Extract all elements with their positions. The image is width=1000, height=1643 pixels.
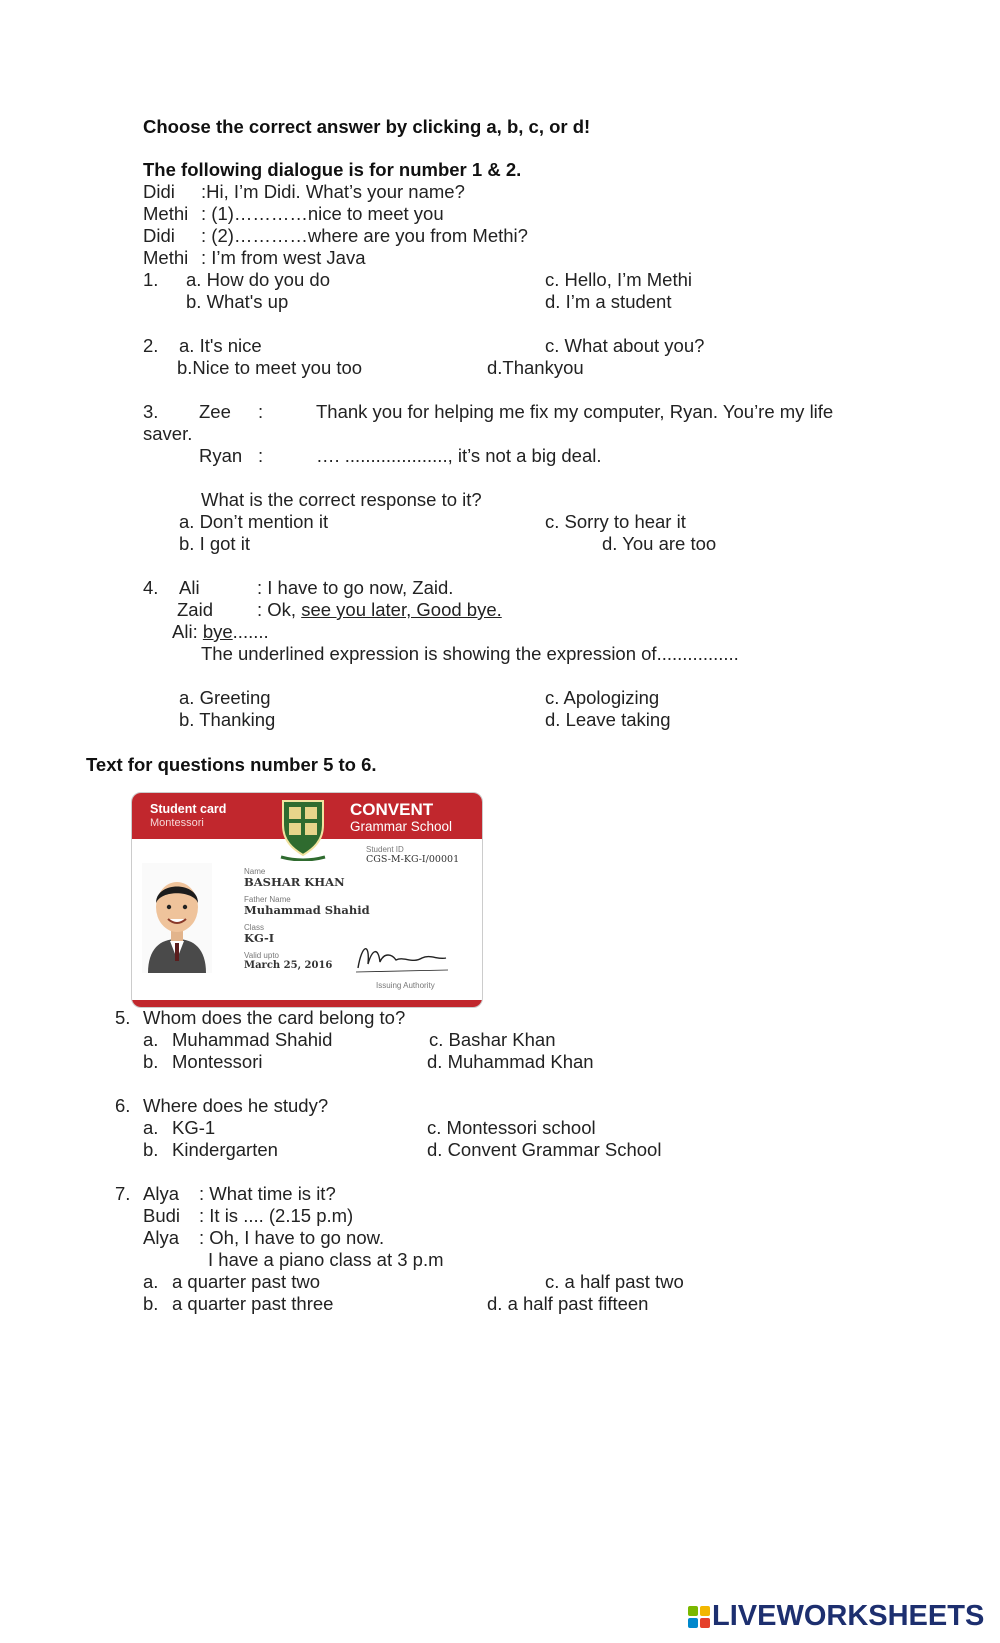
dialogue-text: ....... [232, 621, 269, 642]
q3-option-c[interactable]: c. Sorry to hear it [545, 511, 686, 532]
question-number: 3. [143, 401, 159, 422]
q7-option-a-letter[interactable]: a. [143, 1271, 159, 1292]
question-text: The underlined expression is showing the expression of................ [201, 643, 739, 664]
dialogue-line: : I’m from west Java [201, 247, 366, 268]
q1-option-a[interactable]: a. How do you do [186, 269, 330, 290]
speaker-label: Alya [143, 1227, 179, 1248]
q1-option-b[interactable]: b. What's up [186, 291, 289, 312]
dialogue-line [172, 621, 269, 643]
dialogue-line-continued: I have a piano class at 3 p.m [208, 1249, 444, 1270]
colon: : [258, 401, 264, 422]
section-heading: Text for questions number 5 to 6. [86, 754, 377, 775]
question-text: Whom does the card belong to? [143, 1007, 406, 1028]
q6-option-d[interactable]: d. Convent Grammar School [427, 1139, 662, 1160]
speaker-label: Ali [172, 621, 193, 642]
dialogue-text: : [192, 621, 203, 642]
q6-option-c[interactable]: c. Montessori school [427, 1117, 596, 1138]
q4-option-d[interactable]: d. Leave taking [545, 709, 671, 730]
dialogue-text: : Ok, [257, 599, 302, 620]
dialogue-line: : I have to go now, Zaid. [257, 577, 454, 598]
card-footer [132, 1000, 482, 1007]
dialogue-heading: The following dialogue is for number 1 & 2. [143, 159, 522, 180]
speaker-label: Zaid [177, 599, 213, 620]
card-title: Student card [150, 802, 227, 816]
card-subtitle: Montessori [150, 817, 204, 829]
instruction: Choose the correct answer by clicking a, b, c, or d! [143, 116, 591, 137]
dialogue-line: Thank you for helping me fix my computer, Ryan. You’re my life [316, 401, 834, 422]
q2-option-b[interactable]: b.Nice to meet you too [177, 357, 363, 378]
dialogue-line: : What time is it? [199, 1183, 336, 1204]
question-number: 6. [115, 1095, 131, 1116]
q7-option-a[interactable]: a quarter past two [172, 1271, 321, 1292]
school-name: CONVENT [350, 800, 434, 819]
q2-option-a[interactable]: a. It's nice [179, 335, 262, 356]
question-text: What is the correct response to it? [201, 489, 482, 510]
speaker-label: Didi [143, 181, 175, 202]
school-subtitle: Grammar School [350, 819, 453, 834]
liveworksheets-logo [688, 1597, 988, 1631]
liveworksheets-logo-icon [688, 1606, 710, 1628]
student-card [131, 792, 483, 1008]
speaker-label: Didi [143, 225, 175, 246]
q5-option-a[interactable]: Muhammad Shahid [172, 1029, 333, 1050]
q6-option-a[interactable]: KG-1 [172, 1117, 216, 1138]
underlined-expression: bye [202, 621, 233, 642]
dialogue-line: : Oh, I have to go now. [199, 1227, 385, 1248]
issuing-authority-label: Issuing Authority [376, 981, 435, 990]
dialogue-line: : It is .... (2.15 p.m) [199, 1205, 354, 1226]
q2-option-c[interactable]: c. What about you? [545, 335, 705, 356]
question-number: 7. [115, 1183, 131, 1204]
q3-option-a[interactable]: a. Don’t mention it [179, 511, 329, 532]
q5-option-b[interactable]: Montessori [172, 1051, 263, 1072]
q5-option-a-letter[interactable]: a. [143, 1029, 159, 1050]
q5-option-b-letter[interactable]: b. [143, 1051, 159, 1072]
q2-option-d[interactable]: d.Thankyou [487, 357, 584, 378]
question-number: 5. [115, 1007, 131, 1028]
speaker-label: Ali [179, 577, 200, 598]
dialogue-line-continued: saver. [143, 423, 193, 444]
name-label: Name [244, 867, 266, 876]
question-number: 1. [143, 269, 159, 290]
q5-option-d[interactable]: d. Muhammad Khan [427, 1051, 594, 1072]
question-number: 2. [143, 335, 159, 356]
dialogue-line: : (2)…………where are you from Methi? [201, 225, 528, 246]
q6-option-a-letter[interactable]: a. [143, 1117, 159, 1138]
father-name-value: Muhammad Shahid [244, 903, 370, 917]
speaker-label: Ryan [199, 445, 243, 466]
q3-option-d[interactable]: d. You are too [602, 533, 717, 554]
speaker-label: Budi [143, 1205, 181, 1226]
q1-option-c[interactable]: c. Hello, I’m Methi [545, 269, 693, 290]
valid-upto-value: March 25, 2016 [244, 960, 333, 971]
class-label: Class [244, 923, 265, 932]
name-value: BASHAR KHAN [244, 875, 345, 889]
colon: : [258, 445, 264, 466]
underlined-expression: see you later, Good bye. [301, 599, 502, 620]
school-crest-icon [279, 799, 327, 861]
speaker-label: Alya [143, 1183, 179, 1204]
class-value: KG-I [244, 931, 275, 945]
q4-option-b[interactable]: b. Thanking [179, 709, 276, 730]
q4-option-c[interactable]: c. Apologizing [545, 687, 660, 708]
speaker-label: Zee [199, 401, 231, 422]
student-id-label: Student ID [366, 845, 404, 854]
dialogue-line: …. ...................., it’s not a big deal. [316, 445, 602, 466]
q7-option-d[interactable]: d. a half past fifteen [487, 1293, 649, 1314]
speaker-label: Methi [143, 203, 189, 224]
q6-option-b-letter[interactable]: b. [143, 1139, 159, 1160]
student-id-value: CGS-M-KG-I/00001 [366, 854, 460, 865]
q4-option-a[interactable]: a. Greeting [179, 687, 271, 708]
signature [352, 938, 452, 978]
father-name-label: Father Name [244, 895, 291, 904]
q7-option-b[interactable]: a quarter past three [172, 1293, 334, 1314]
q6-option-b[interactable]: Kindergarten [172, 1139, 278, 1160]
q3-option-b[interactable]: b. I got it [179, 533, 250, 554]
dialogue-line: : (1)…………nice to meet you [201, 203, 444, 224]
speaker-label: Methi [143, 247, 189, 268]
q7-option-b-letter[interactable]: b. [143, 1293, 159, 1314]
question-number: 4. [143, 577, 159, 598]
q1-option-d[interactable]: d. I’m a student [545, 291, 672, 312]
valid-upto-label: Valid upto [244, 951, 279, 960]
question-text: Where does he study? [143, 1095, 329, 1116]
dialogue-line [257, 599, 502, 621]
student-photo [142, 863, 212, 973]
dialogue-line: :Hi, I’m Didi. What’s your name? [201, 181, 465, 202]
logo-text: LIVEWORKSHEETS [712, 1600, 985, 1632]
q5-option-c[interactable]: c. Bashar Khan [429, 1029, 556, 1050]
q7-option-c[interactable]: c. a half past two [545, 1271, 684, 1292]
